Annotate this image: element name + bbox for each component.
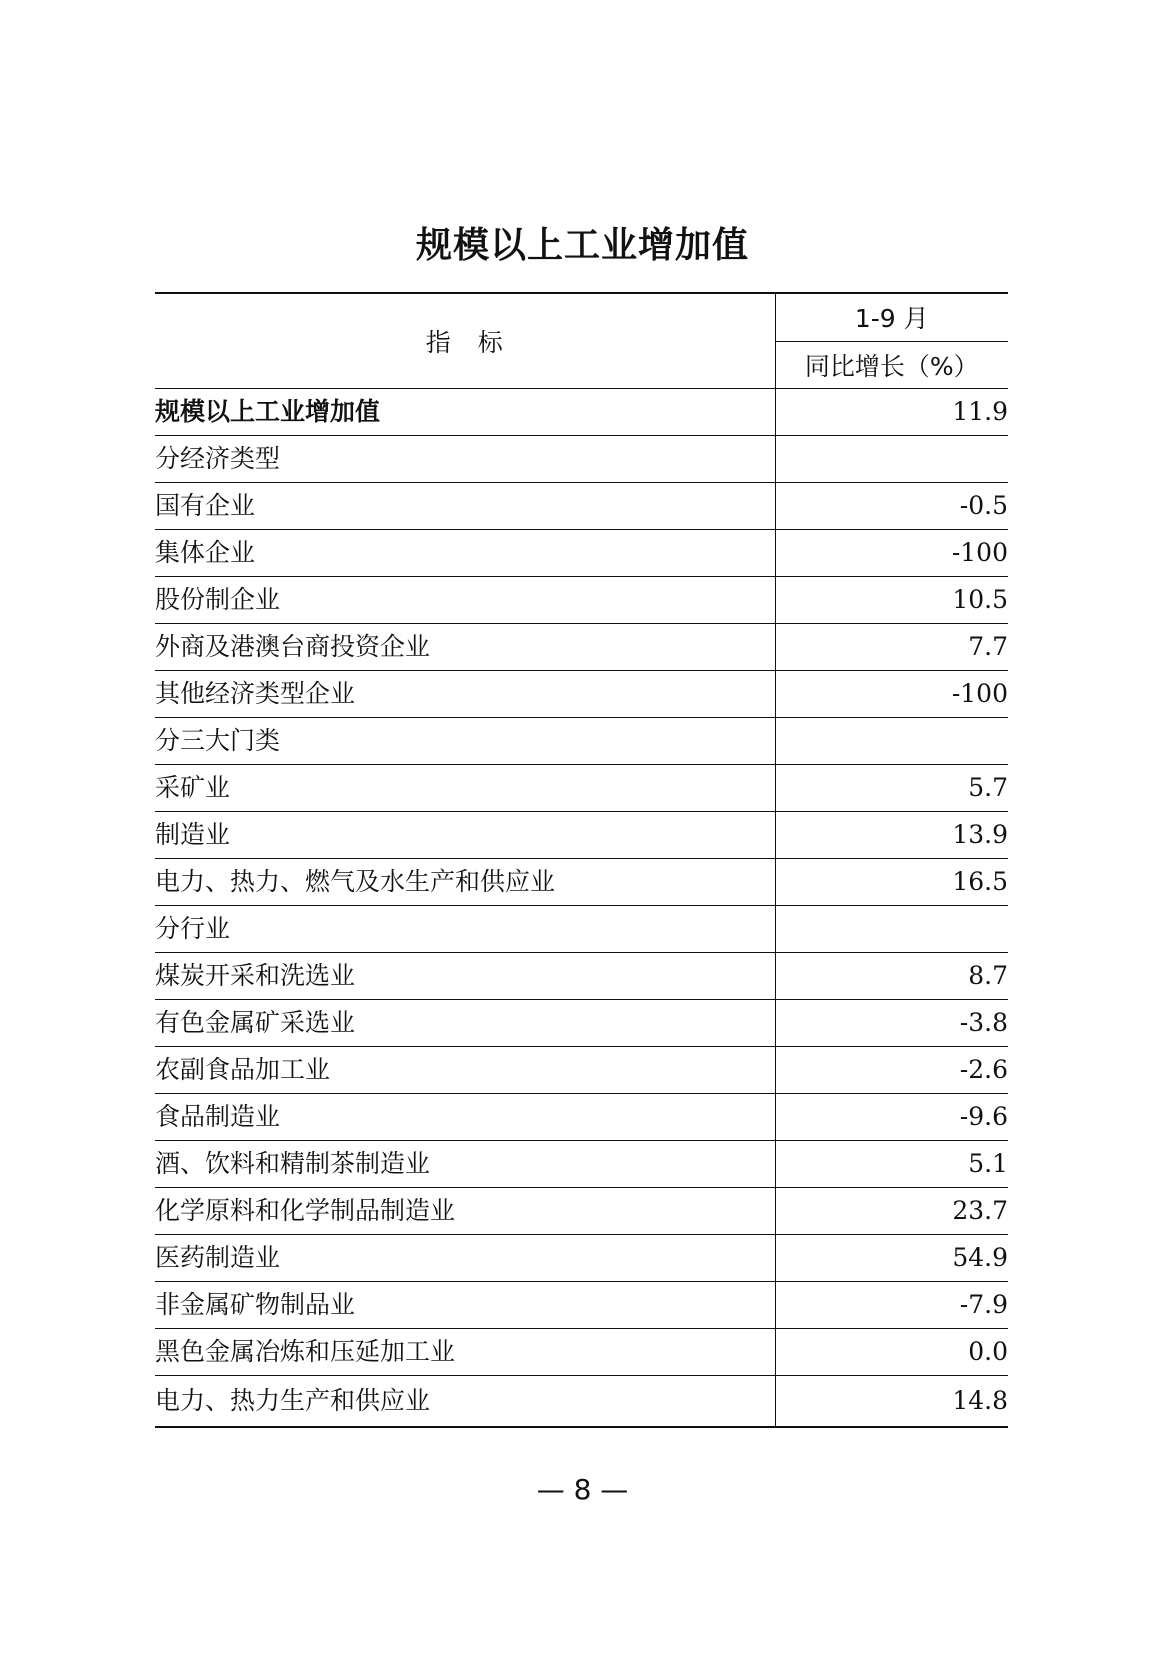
row-label: 煤炭开采和洗选业 (155, 953, 775, 1000)
row-label: 分经济类型 (155, 436, 775, 483)
table-row (155, 906, 1008, 953)
table-row (155, 483, 1008, 530)
table-row (155, 1235, 1008, 1282)
row-value: 7.7 (775, 624, 1008, 671)
table-row (155, 765, 1008, 812)
table-header (155, 293, 1008, 389)
row-value: -7.9 (775, 1282, 1008, 1329)
table-row (155, 1376, 1008, 1428)
indicator-header: 指 标 (155, 293, 775, 389)
page-number: — 8 — (536, 1473, 629, 1506)
row-value: -3.8 (775, 1000, 1008, 1047)
row-value (775, 436, 1008, 483)
row-value: -0.5 (775, 483, 1008, 530)
row-label: 分行业 (155, 906, 775, 953)
row-value: -100 (775, 671, 1008, 718)
table-row (155, 389, 1008, 436)
stats-table (155, 292, 1008, 1428)
row-value: 5.7 (775, 765, 1008, 812)
table-row (155, 1188, 1008, 1235)
row-value: 13.9 (775, 812, 1008, 859)
table-row (155, 1094, 1008, 1141)
table-row (155, 1329, 1008, 1376)
row-label: 食品制造业 (155, 1094, 775, 1141)
table-row (155, 1000, 1008, 1047)
table-row (155, 577, 1008, 624)
row-label: 化学原料和化学制品制造业 (155, 1188, 775, 1235)
row-label: 规模以上工业增加值 (155, 389, 775, 436)
row-label: 股份制企业 (155, 577, 775, 624)
row-value: 5.1 (775, 1141, 1008, 1188)
row-value (775, 906, 1008, 953)
table-row (155, 1282, 1008, 1329)
row-label: 电力、热力生产和供应业 (155, 1376, 775, 1428)
page-title: 规模以上工业增加值 (415, 225, 749, 266)
table-row (155, 1047, 1008, 1094)
row-value: 8.7 (775, 953, 1008, 1000)
table-row (155, 812, 1008, 859)
table-row (155, 436, 1008, 483)
row-value (775, 718, 1008, 765)
row-value: -100 (775, 530, 1008, 577)
row-value: 10.5 (775, 577, 1008, 624)
row-label: 外商及港澳台商投资企业 (155, 624, 775, 671)
table-body (155, 389, 1008, 1428)
table-row (155, 859, 1008, 906)
row-label: 非金属矿物制品业 (155, 1282, 775, 1329)
row-value: 54.9 (775, 1235, 1008, 1282)
row-value: 23.7 (775, 1188, 1008, 1235)
row-label: 制造业 (155, 812, 775, 859)
row-label: 国有企业 (155, 483, 775, 530)
row-label: 医药制造业 (155, 1235, 775, 1282)
table-row (155, 624, 1008, 671)
table-row (155, 953, 1008, 1000)
table-row (155, 1141, 1008, 1188)
row-label: 酒、饮料和精制茶制造业 (155, 1141, 775, 1188)
period-header: 1-9 月 (775, 293, 1008, 341)
row-value: 14.8 (775, 1376, 1008, 1428)
table-row (155, 671, 1008, 718)
row-label: 电力、热力、燃气及水生产和供应业 (155, 859, 775, 906)
row-label: 其他经济类型企业 (155, 671, 775, 718)
row-label: 集体企业 (155, 530, 775, 577)
row-label: 农副食品加工业 (155, 1047, 775, 1094)
row-value: 16.5 (775, 859, 1008, 906)
row-value: -9.6 (775, 1094, 1008, 1141)
row-value: -2.6 (775, 1047, 1008, 1094)
row-label: 黑色金属冶炼和压延加工业 (155, 1329, 775, 1376)
measure-header: 同比增长（%） (775, 341, 1008, 389)
row-value: 0.0 (775, 1329, 1008, 1376)
row-value: 11.9 (775, 389, 1008, 436)
row-label: 分三大门类 (155, 718, 775, 765)
row-label: 有色金属矿采选业 (155, 1000, 775, 1047)
table-row (155, 718, 1008, 765)
table-row (155, 530, 1008, 577)
row-label: 采矿业 (155, 765, 775, 812)
